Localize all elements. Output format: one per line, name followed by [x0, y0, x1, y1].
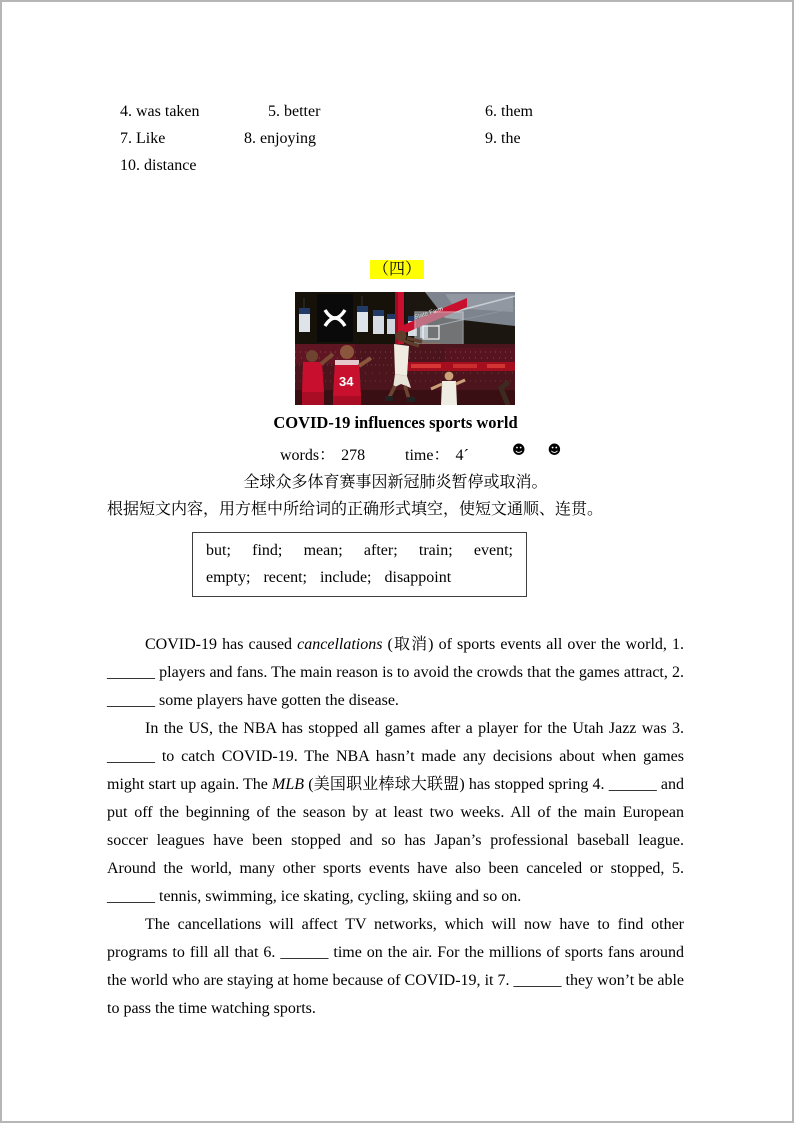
basketball-photo [295, 292, 515, 405]
article-meta [107, 442, 684, 464]
words-value: 278 [341, 447, 366, 464]
answer-item: 8. enjoying [244, 130, 316, 147]
reading-time [405, 442, 469, 465]
words-label: words： [280, 447, 336, 464]
reading-passage [107, 631, 684, 1023]
word-bank-line: empty; recent; include; disappoint [206, 569, 452, 586]
answer-item: 7. Like [120, 130, 166, 147]
section-heading [2, 256, 792, 279]
answer-item: 4. was taken [120, 103, 200, 120]
paragraph: COVID-19 has caused cancellations (取消) of sports events all over the world, 1. ______ players and fans. The main reason is to avoid the crowds that the games attract, 2. ______ some players have gotten the disease. [107, 636, 684, 709]
time-label: time： [405, 447, 450, 464]
word-bank-line: but; find; mean; after; train; event; [206, 542, 513, 559]
article-title: COVID-19 influences sports world [273, 413, 518, 432]
time-value: 4´ [455, 447, 469, 464]
answer-item: 10. distance [120, 157, 197, 174]
paragraph: In the US, the NBA has stopped all games after a player for the Utah Jazz was 3. ______ to catch COVID-19. The NBA hasn’t made any decisions about when games might start up again. The MLB (美国职业棒球大联盟) has stopped spring 4. ______ and put off the beginning of the season by at least two weeks. All of the main European soccer leagues have been stopped and so has Japan’s professional baseball league. Around the world, many other sports events have also been canceled or stopped, 5. ______ tennis, swimming, ice skating, cycling, skiing and so on. [107, 720, 684, 905]
words-count [280, 442, 365, 465]
intro-chinese: 全球众多体育赛事因新冠肺炎暂停或取消。 [243, 474, 548, 491]
under-armour-banner [317, 294, 353, 342]
mood-icons: ☻ ☻ [512, 443, 571, 458]
paragraph: The cancellations will affect TV networks, which will now have to find other programs to fill all that 6. ______ time on the air. For the millions of sports fans around the world who are staying at home because of COVID-19, it 7. ______ they won’t be able to pass the time watching sports. [107, 916, 684, 1017]
jersey-number: 34 [339, 374, 354, 389]
section-heading-highlight: （四） [370, 260, 424, 279]
answer-item: 6. them [485, 103, 533, 120]
answer-item: 5. better [268, 103, 321, 120]
word-bank-box [192, 532, 527, 597]
instruction-chinese: 根据短文内容，用方框中所给词的正确形式填空，使短文通顺、连贯。 [107, 501, 604, 518]
answer-item: 9. the [485, 130, 521, 147]
